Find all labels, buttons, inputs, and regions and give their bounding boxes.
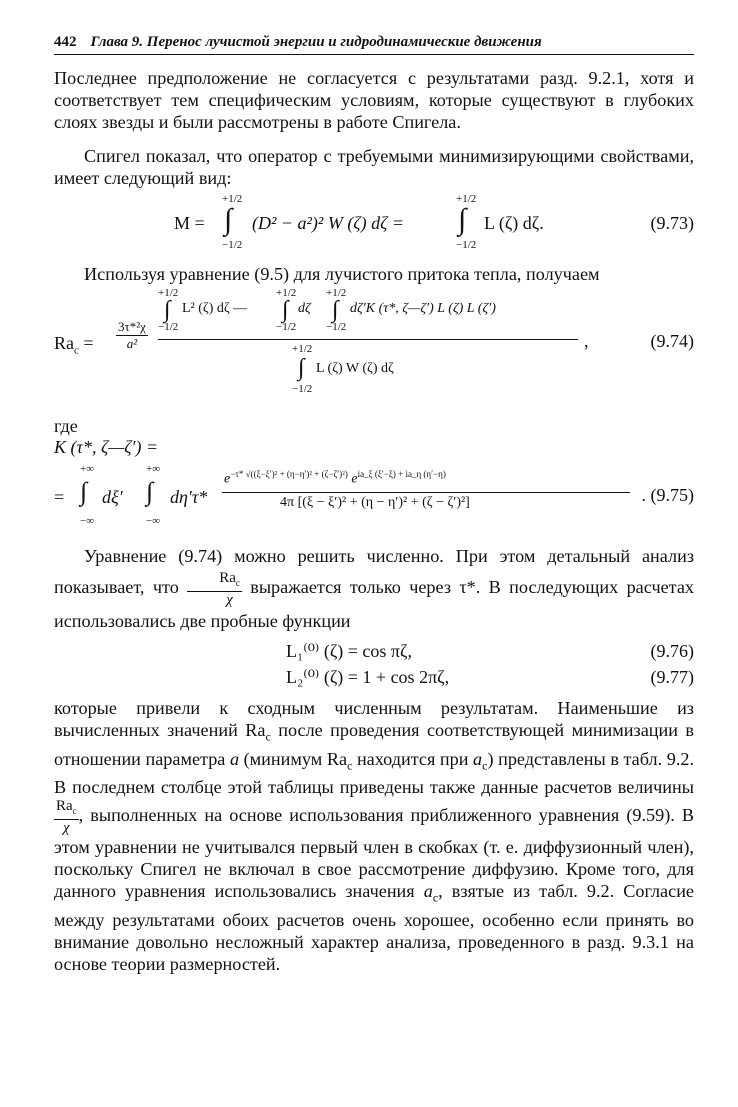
eq74-upper-limit-2: +1/2 [276,287,297,299]
equation-9-77 [54,667,694,691]
equation-number-9-74: (9.74) [650,331,694,351]
integral-sign: ∫ [298,355,305,381]
paragraph-2: Спигел показал, что оператор с требуемыми минимизирующими свойствами, имеет следующий вид: [54,146,694,188]
equation-number-9-76: (9.76) [650,641,694,661]
ratio-fraction: $\frac{Ra_c}{\chi}$ [187,570,242,608]
eq73-integrand-1: (D² − a²)² W (ζ) dζ = [252,213,405,233]
eq75-upper-limit-2: +∞ [146,463,161,475]
where-word: где [54,416,78,436]
eq75-d2: dη′τ* [170,487,208,507]
eq75-line-1: K (τ*, ζ—ζ′) = [54,437,159,457]
eq73-lower-limit-2: −1/2 [456,239,477,251]
eq75-numerator: $e^{-\tau* √((\xi-\xi')^2 + (\eta-\eta')^2 + (\zeta-\zeta')^2)}$ $e^{ia\_\xi (\xi'-\xi) + ia\_\eta (\eta'-\eta)}$ [224,469,446,487]
eq74-upper-limit-3: +1/2 [326,287,347,299]
eq75-upper-limit: +∞ [80,463,95,475]
integral-sign: ∫ [80,477,88,506]
book-page [54,34,694,975]
eq76-body: L₁⁽⁰⁾ (ζ) = cos πζ, [286,641,412,661]
fraction-bar [222,492,630,493]
eq75-equals: = [54,487,65,507]
eq74-lower-limit: −1/2 [158,321,179,333]
eq73-lower-limit: −1/2 [222,239,243,251]
eq75-denominator: 4π [(ξ − ξ′)² + (η − η′)² + (ζ − ζ′)²] [280,495,470,510]
equation-9-76 [54,641,694,665]
equation-number-9-73: (9.73) [650,213,694,233]
eq75-lower-limit: −∞ [80,515,95,527]
paragraph-3: Используя уравнение (9.5) для лучистого притока тепла, получаем [84,264,600,284]
page-number: 442 [54,34,77,50]
eq74-lower-limit-3: −1/2 [326,321,347,333]
eq73-upper-limit: +1/2 [222,193,243,205]
eq74-upper-limit: +1/2 [158,287,179,299]
equation-number-9-75: . (9.75) [641,485,694,505]
eq74-num-part-2: dζ [298,301,311,316]
eq75-lower-limit-2: −∞ [146,515,161,527]
running-header [54,34,694,55]
integral-sign: ∫ [458,203,467,236]
eq74-comma: , [584,331,589,351]
integral-sign: ∫ [224,203,233,236]
eq73-integrand-2: L (ζ) dζ. [484,213,544,233]
running-title: Глава 9. Перенос лучистой энергии и гидродинамические движения [90,34,542,50]
integral-sign: ∫ [332,297,339,323]
eq74-denominator: L (ζ) W (ζ) dζ [316,361,394,376]
equation-9-73 [54,193,694,257]
integral-sign: ∫ [164,297,171,323]
equation-number-9-77: (9.77) [650,667,694,687]
eq73-lhs: M = [174,213,205,233]
integral-sign: ∫ [282,297,289,323]
eq75-d1: dξ′ [102,487,123,507]
integral-sign: ∫ [146,477,154,506]
paragraph-4: Уравнение (9.74) можно решить численно. При этом детальный анализ показывает, что $\frac{Ra_c}{\chi}$ выражается только через τ*. В последующих расчетах использовались две пробные функции [54,546,695,631]
equation-9-74 [54,287,694,411]
paragraph-1: Последнее предположение не согласуется с результатами разд. 9.2.1, хотя и соответствует тем специфическим условиям, которые существуют в глубоких слоях звезды и были рассмотрены в работе Спигела. [54,68,694,132]
equation-9-75 [54,437,694,535]
eq73-upper-limit-2: +1/2 [456,193,477,205]
eq74-lower-limit-2: −1/2 [276,321,297,333]
eq74-coefficient: $\frac{\text{3τ*²χ}}{\text{a²}}$ [118,319,146,351]
eq74-den-upper-limit: +1/2 [292,343,313,355]
eq77-body: L₂⁽⁰⁾ (ζ) = 1 + cos 2πζ, [286,667,450,687]
paragraph-5: которые привели к сходным численным результатам. Наименьшие из вычисленных значений $Ra_c$ после проведения соответствующей минимизации в отношении параметра a (минимум $Ra_c$ находится при $a_c$) представлены в табл. 9.2. В последнем столбце этой таблицы приведены также данные расчетов величины $\frac{Ra_c}{\chi}$ , выполненных на основе использования приближенного уравнения (9.59). В этом уравнении не учитывался первый член в скобках (т. е. диффузионный член), поскольку Спигел не включал в свое рассмотрение диффузию. Кроме того, для данного уравнения использовались значения $a_c$, взятые из табл. 9.2. Согласие между результатами обоих расчетов очень хорошее, особенно если принять во внимание довольно несложный характер анализа, проведенного в разд. 9.3.1 на основе теории размерностей. [54,698,695,974]
eq74-num-part-3: dζ′K (τ*, ζ—ζ′) L (ζ) L (ζ′) [350,301,496,316]
eq74-den-lower-limit: −1/2 [292,383,313,395]
eq74-lhs: $Ra_c$ = [54,333,94,357]
ratio-fraction: $\frac{Ra_c}{\chi}$ [56,798,77,837]
eq74-num-part-1: L² (ζ) dζ — [182,301,248,316]
fraction-bar [158,339,578,340]
